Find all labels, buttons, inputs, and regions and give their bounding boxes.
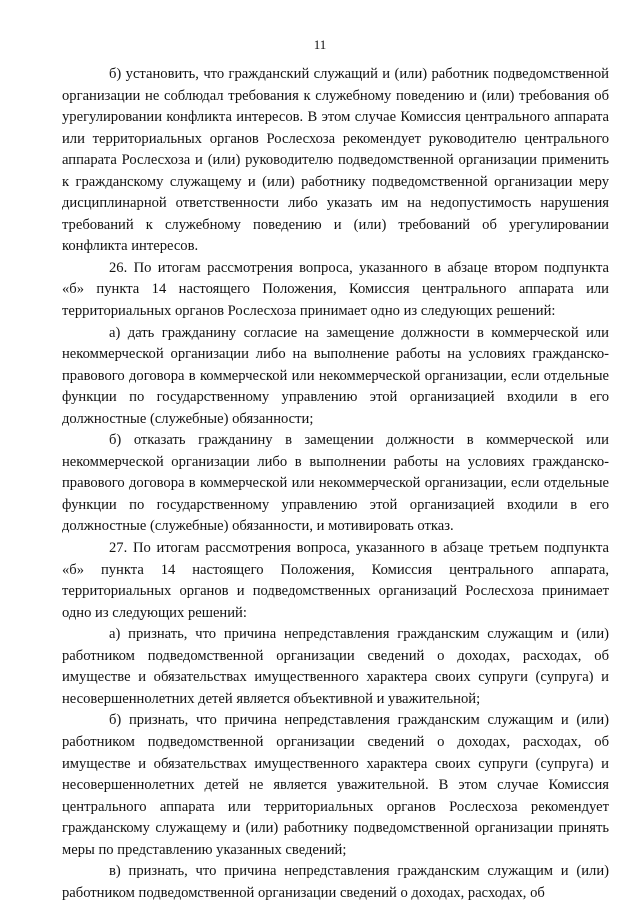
paragraph-25b: б) установить, что гражданский служащий и (или) работник подведомственной организации не соблюдал требования к служебному поведению и (или) требования об урегулировании конфликта интересов. В этом случае Комиссия центрального аппарата или территориальных органов Рослесхоза рекомендует руководителю центрального аппарата Рослесхоза и (или) руководителю подведомственной организации применить к гражданскому служащему и (или) работнику подведомственной организации меру дисциплинарной ответственности либо указать им на недопустимость нарушения требований к служебному поведению и (или) требований об урегулировании конфликта интересов. [62,66,609,255]
document-body [62,64,609,904]
paragraph-26b: б) отказать гражданину в замещении должности в коммерческой или некоммерческой организации либо в выполнении работы на условиях гражданско-правового договора в коммерческой или некоммерческой организации, если отдельные функции по государственному управлению этой организацией входили в его должностные (служебные) обязанности, и мотивировать отказ. [62,432,609,535]
paragraph-27v: в) признать, что причина непредставления гражданским служащим и (или) работником подведомственной организации сведений о доходах, расходах, об [62,863,609,901]
paragraph-27b: б) признать, что причина непредставления гражданским служащим и (или) работником подведомственной организации сведений о доходах, расходах, об имуществе и обязательствах имущественного характера своих супруги (супруга) и несовершеннолетних детей не является уважительной. В этом случае Комиссия центрального аппарата или территориальных органов Рослесхоза рекомендует гражданскому служащему и (или) работнику подведомственной организации принять меры по представлению указанных сведений; [62,712,609,858]
paragraph-26: 26. По итогам рассмотрения вопроса, указанного в абзаце втором подпункта «б» пункта 14 настоящего Положения, Комиссия центрального аппарата или территориальных органов Рослесхоза принимает одно из следующих решений: [62,259,609,320]
paragraph-26a: а) дать гражданину согласие на замещение должности в коммерческой или некоммерческой организации либо на выполнение работы на условиях гражданско-правового договора в коммерческой или некоммерческой организации, если отдельные функции по государственному управлению этой организацией входили в его должностные (служебные) обязанности; [62,324,609,427]
page-number: 11 [313,37,327,52]
paragraph-27: 27. По итогам рассмотрения вопроса, указанного в абзаце третьем подпункта «б» пункта 14 настоящего Положения, Комиссия центрального аппарата, территориальных органов и подведомственных организаций Рослесхоза принимает одно из следующих решений: [62,540,609,621]
paragraph-27a: а) признать, что причина непредставления гражданским служащим и (или) работником подведомственной организации сведений о доходах, расходах, об имуществе и обязательствах имущественного характера своих супруги (супруга) и несовершеннолетних детей является объективной и уважительной; [62,626,609,707]
